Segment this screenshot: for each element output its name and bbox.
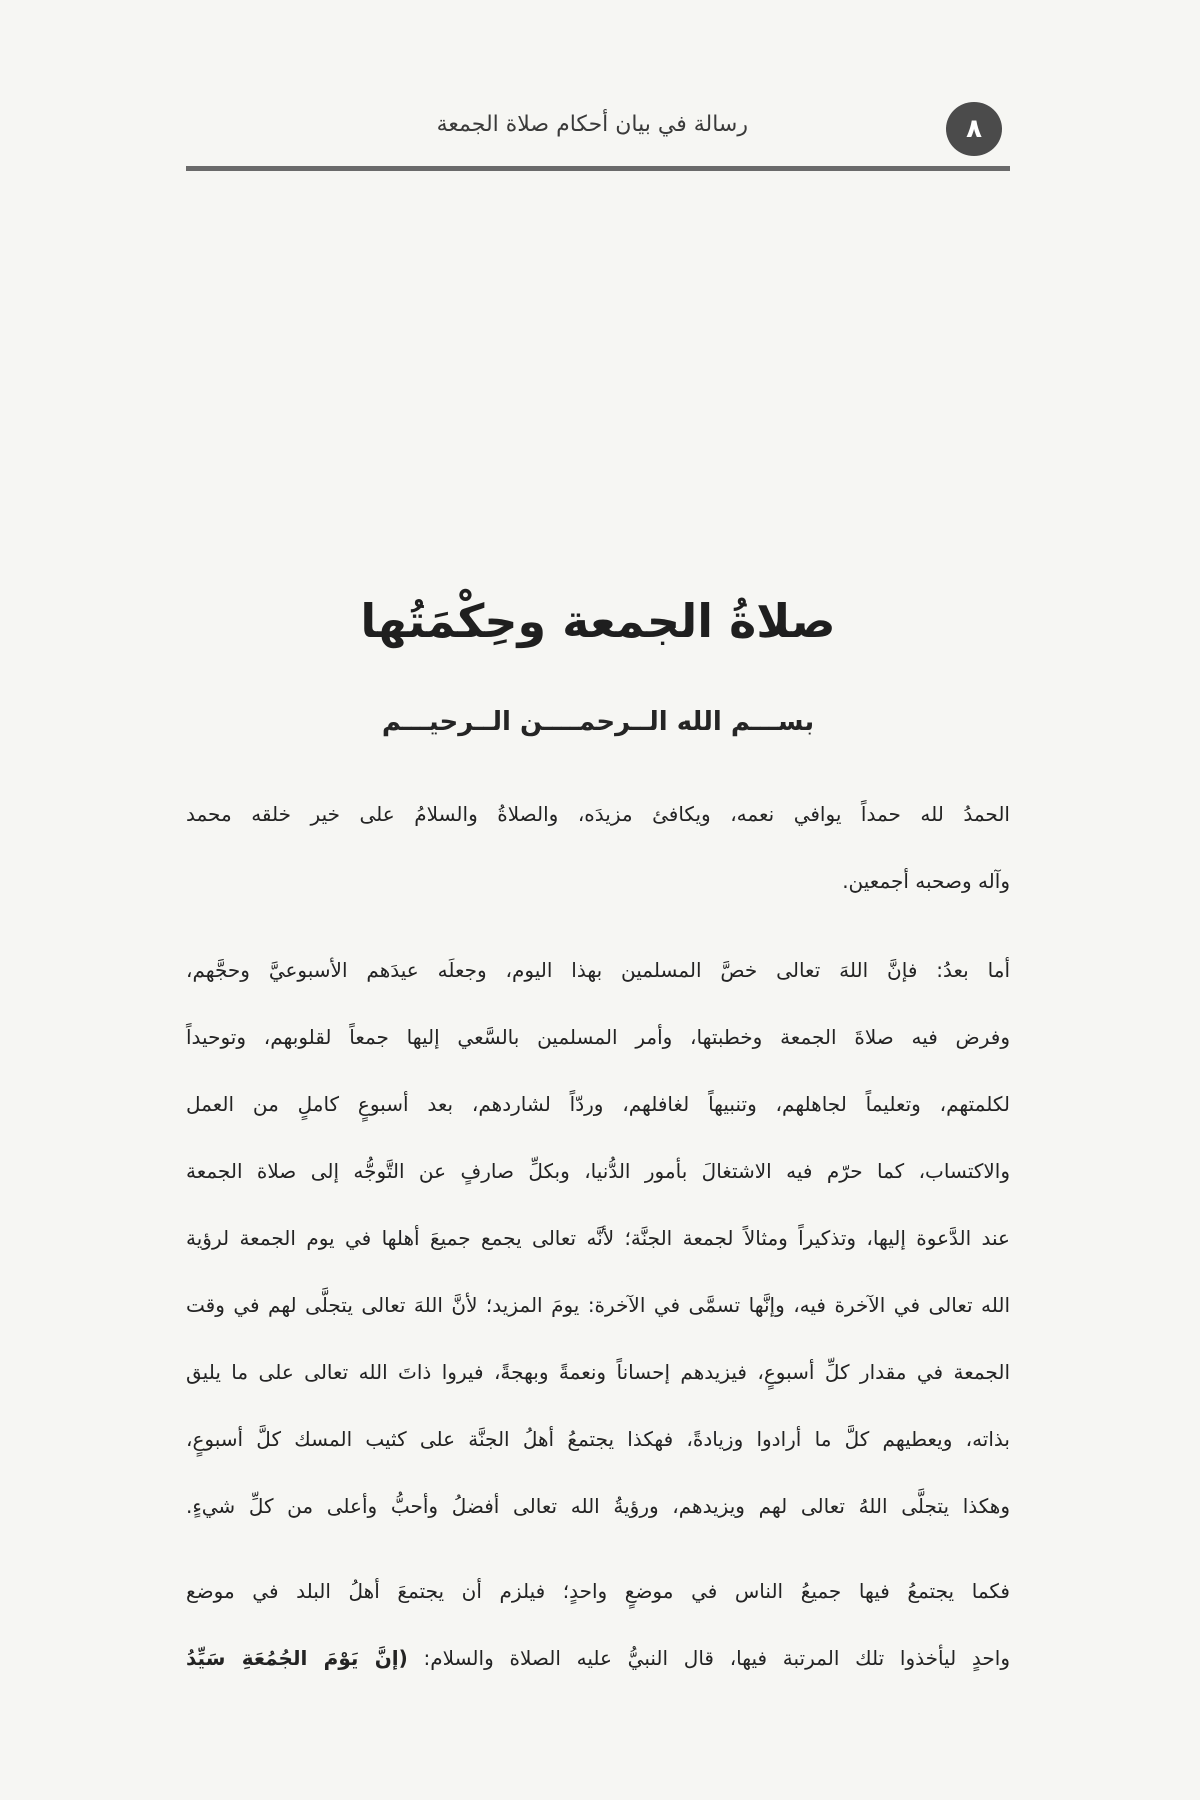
page-number-badge: ٨ [946,102,1002,156]
text-line: وهكذا يتجلَّى اللهُ تعالى لهم ويزيدهم، ورؤيةُ الله تعالى أفضلُ وأحبُّ وأعلى من كلِّ شيءٍ. [186,1494,1010,1518]
text-segment: واحدٍ ليأخذوا تلك المرتبة فيها، قال النبيُّ عليه الصلاة والسلام: [407,1646,1010,1670]
chapter-title: صلاةُ الجمعة وحِكْمَتُها [360,594,836,648]
text-line: والاكتساب، كما حرّم فيه الاشتغالَ بأمور الدُّنيا، وبكلِّ صارفٍ عن التَّوجُّه إلى صلاة الجمعة [186,1159,1010,1183]
text-line: الجمعة في مقدار كلِّ أسبوعٍ، فيزيدهم إحساناً ونعمةً وبهجةً، فيروا ذاتَ الله تعالى على ما يليق [186,1360,1010,1384]
text-line: أما بعدُ: فإنَّ اللهَ تعالى خصَّ المسلمين بهذا اليوم، وجعلَه عيدَهم الأسبوعيَّ وحجَّهم، [186,958,1010,982]
text-line: الله تعالى في الآخرة فيه، وإنَّها تسمَّى في الآخرة: يومَ المزيد؛ لأنَّ اللهَ تعالى يتجلَّى لهم في وقت [186,1293,1010,1317]
paragraph-2 [186,937,1010,1540]
text-line: الحمدُ لله حمداً يوافي نعمه، ويكافئ مزيدَه، والصلاةُ والسلامُ على خير خلقه محمد [186,802,1010,826]
body-text [186,781,1010,1692]
page-header [186,98,1010,160]
basmala: بســـم الله الــرحمــــن الــرحيـــم [381,707,815,737]
running-header-title: رسالة في بيان أحكام صلاة الجمعة [436,112,748,137]
text-line: لكلمتهم، وتعليماً لجاهلهم، وتنبيهاً لغافلهم، وردّاً لشاردهم، بعد أسبوعٍ كاملٍ من العمل [186,1092,1010,1116]
text-line: بذاته، ويعطيهم كلَّ ما أرادوا وزيادةً، فهكذا يجتمعُ أهلُ الجنَّة على كثيب المسك كلَّ أسبوعٍ، [186,1427,1010,1451]
text-line: وآله وصحبه أجمعين. [842,869,1010,893]
paragraph-1 [186,781,1010,915]
header-divider [186,166,1010,171]
text-line: فكما يجتمعُ فيها جميعُ الناس في موضعٍ واحدٍ؛ فيلزم أن يجتمعَ أهلُ البلد في موضع [186,1579,1010,1603]
text-line-with-quote [186,1625,1010,1692]
hadith-quote: (إنَّ يَوْمَ الجُمُعَةِ سَيِّدُ [186,1646,408,1670]
paragraph-3 [186,1558,1010,1692]
text-line: وفرض فيه صلاةَ الجمعة وخطبتها، وأمر المسلمين بالسَّعي إليها جمعاً لقلوبهم، وتوحيداً [186,1025,1010,1049]
text-line: عند الدَّعوة إليها، وتذكيراً ومثالاً لجمعة الجنَّة؛ لأنَّه تعالى يجمع جميعَ أهلها في يوم الجمعة لرؤية [186,1226,1010,1250]
